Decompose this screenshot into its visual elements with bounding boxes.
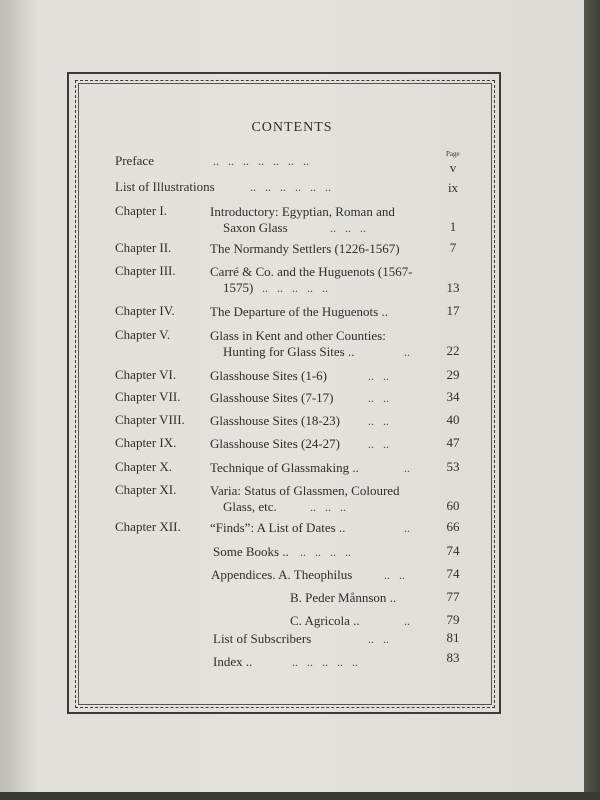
page-number: 22 [446, 343, 460, 358]
leader-dots: .. [404, 461, 410, 475]
page-number: 40 [446, 412, 460, 427]
toc-entry-illustrations: List of Illustrations [115, 179, 215, 194]
toc-entry-chapter-8: Glasshouse Sites (18-23) [210, 413, 340, 428]
toc-entry-appendix-a: Appendices. A. Theophilus [211, 567, 353, 582]
leader-dots: .. .. [368, 391, 389, 405]
book-cover-edge [584, 0, 600, 800]
chapter-label: Chapter I. [115, 203, 167, 218]
leader-dots: .. [404, 614, 410, 628]
page-number: 74 [446, 566, 460, 581]
toc-entry-chapter-1-cont: Saxon Glass [223, 220, 288, 235]
book-bottom-edge [0, 792, 600, 800]
leader-dots: .. [404, 521, 410, 535]
page-column-header: Page [446, 150, 460, 158]
toc-entry-some-books: Some Books .. [213, 544, 289, 559]
chapter-label: Chapter IV. [115, 303, 175, 318]
page-gutter-shadow [0, 0, 34, 792]
chapter-label: Chapter IX. [115, 435, 177, 450]
toc-entry-preface: Preface [115, 153, 154, 168]
leader-dots: .. .. .. .. .. [292, 655, 358, 669]
toc-entry-appendix-c: C. Agricola .. [290, 613, 360, 628]
page-number: 13 [446, 280, 460, 295]
page-title: CONTENTS [251, 120, 333, 135]
page-number: 7 [449, 240, 457, 255]
leader-dots: .. .. .. .. [300, 545, 351, 559]
toc-entry-chapter-1: Introductory: Egyptian, Roman and [210, 204, 395, 219]
toc-entry-chapter-3-cont: 1575) [223, 280, 254, 295]
toc-entry-chapter-9: Glasshouse Sites (24-27) [210, 436, 340, 451]
page-number: 74 [446, 543, 460, 558]
leader-dots: .. .. [368, 632, 389, 646]
chapter-label: Chapter VI. [115, 367, 177, 382]
page-number: v [449, 160, 457, 175]
toc-entry-appendix-b: B. Peder Månnson .. [290, 590, 397, 605]
chapter-label: Chapter III. [115, 263, 176, 278]
page-number: 29 [446, 367, 460, 382]
chapter-label: Chapter VII. [115, 389, 181, 404]
toc-entry-chapter-5-cont: Hunting for Glass Sites .. [223, 344, 355, 359]
leader-dots: .. .. .. .. .. .. [250, 180, 331, 194]
page-number: ix [447, 180, 459, 195]
toc-entry-index: Index .. [213, 654, 253, 669]
page-number: 83 [446, 650, 460, 665]
page-number: 77 [446, 589, 460, 604]
leader-dots: .. .. .. .. .. .. .. [213, 154, 309, 168]
toc-entry-chapter-11: Varia: Status of Glassmen, Coloured [210, 483, 400, 498]
page-number: 1 [449, 219, 457, 234]
leader-dots: .. .. [368, 369, 389, 383]
toc-entry-chapter-10: Technique of Glassmaking .. [210, 460, 359, 475]
leader-dots: .. .. .. [330, 221, 366, 235]
toc-entry-chapter-11-cont: Glass, etc. [223, 499, 277, 514]
page-number: 34 [446, 389, 460, 404]
leader-dots: .. .. .. [310, 500, 346, 514]
toc-entry-chapter-6: Glasshouse Sites (1-6) [210, 368, 327, 383]
page-number: 66 [446, 519, 460, 534]
leader-dots: .. .. [368, 414, 389, 428]
chapter-label: Chapter VIII. [115, 412, 185, 427]
leader-dots: .. .. [368, 437, 389, 451]
chapter-label: Chapter XII. [115, 519, 181, 534]
page-number: 60 [446, 498, 460, 513]
toc-entry-chapter-12: “Finds”: A List of Dates .. [210, 520, 346, 535]
leader-dots: .. .. .. .. .. [262, 281, 328, 295]
toc-entry-chapter-3: Carré & Co. and the Huguenots (1567- [210, 264, 413, 279]
chapter-label: Chapter X. [115, 459, 173, 474]
chapter-label: Chapter XI. [115, 482, 177, 497]
toc-entry-chapter-2: The Normandy Settlers (1226-1567) [210, 241, 400, 256]
page-number: 47 [446, 435, 460, 450]
leader-dots: .. .. [384, 568, 405, 582]
toc-entry-chapter-4: The Departure of the Huguenots .. [210, 304, 388, 319]
toc-entry-subscribers: List of Subscribers [213, 631, 312, 646]
leader-dots: .. [404, 345, 410, 359]
chapter-label: Chapter II. [115, 240, 172, 255]
toc-entry-chapter-5: Glass in Kent and other Counties: [210, 328, 386, 343]
page-number: 79 [446, 612, 460, 627]
page-number: 81 [446, 630, 460, 645]
chapter-label: Chapter V. [115, 327, 171, 342]
page-number: 17 [446, 303, 460, 318]
toc-entry-chapter-7: Glasshouse Sites (7-17) [210, 390, 334, 405]
page-number: 53 [446, 459, 460, 474]
